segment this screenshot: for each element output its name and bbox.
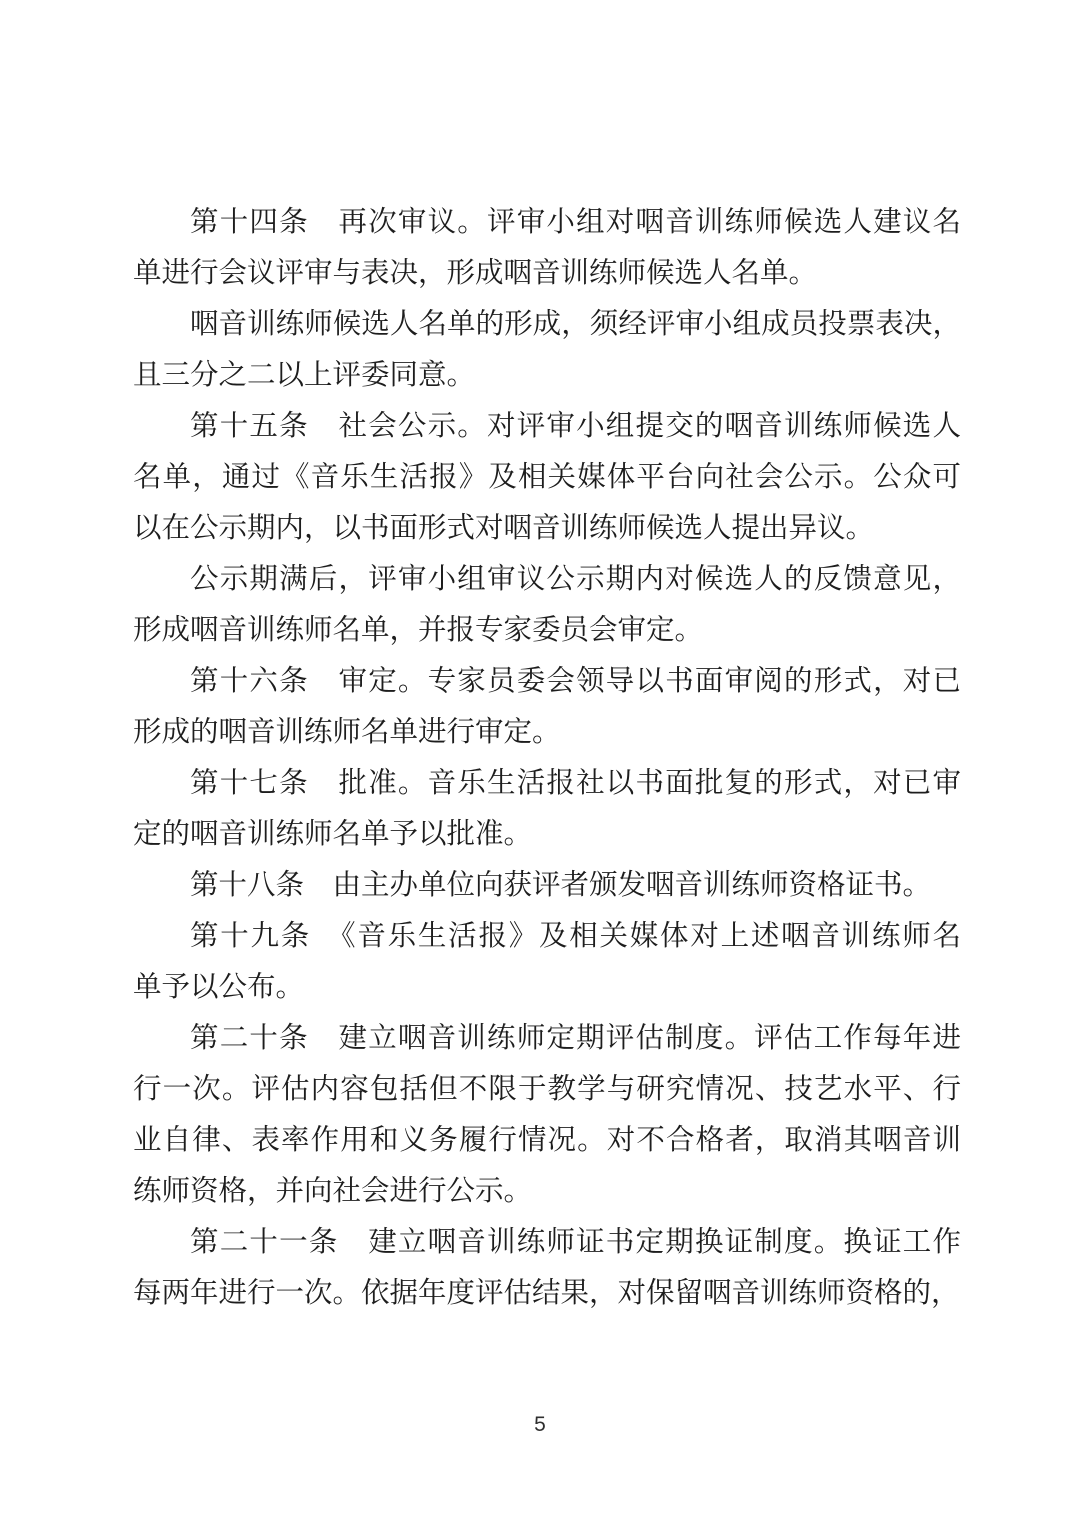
text-line: 且三分之二以上评委同意。 — [133, 360, 476, 391]
text-line: 第十六条 审定。专家员委会领导以书面审阅的形式，对已 — [190, 666, 961, 697]
text-line: 行一次。评估内容包括但不限于教学与研究情况、技艺水平、行 — [133, 1074, 961, 1105]
text-line: 第二十一条 建立咽音训练师证书定期换证制度。换证工作 — [190, 1227, 961, 1258]
text-line: 第十七条 批准。音乐生活报社以书面批复的形式，对已审 — [190, 768, 961, 799]
text-line: 第十八条 由主办单位向获评者颁发咽音训练师资格证书。 — [190, 870, 932, 901]
text-line: 第二十条 建立咽音训练师定期评估制度。评估工作每年进 — [190, 1023, 961, 1054]
text-line: 单进行会议评审与表决，形成咽音训练师候选人名单。 — [133, 258, 818, 289]
text-line: 名单，通过《音乐生活报》及相关媒体平台向社会公示。公众可 — [133, 462, 961, 493]
text-line: 定的咽音训练师名单予以批准。 — [133, 819, 533, 850]
text-line: 形成的咽音训练师名单进行审定。 — [133, 717, 561, 748]
text-line: 第十五条 社会公示。对评审小组提交的咽音训练师候选人 — [190, 411, 961, 442]
text-line: 咽音训练师候选人名单的形成，须经评审小组成员投票表决， — [190, 309, 961, 340]
text-line: 以在公示期内，以书面形式对咽音训练师候选人提出异议。 — [133, 513, 875, 544]
text-line: 业自律、表率作用和义务履行情况。对不合格者，取消其咽音训 — [133, 1125, 961, 1156]
text-line: 单予以公布。 — [133, 972, 305, 1003]
text-line: 练师资格，并向社会进行公示。 — [133, 1176, 533, 1207]
page-number: 5 — [534, 1413, 546, 1436]
text-line: 形成咽音训练师名单，并报专家委员会审定。 — [133, 615, 704, 646]
text-line: 公示期满后，评审小组审议公示期内对候选人的反馈意见， — [190, 564, 961, 595]
text-line: 每两年进行一次。依据年度评估结果，对保留咽音训练师资格的， — [133, 1278, 960, 1309]
text-line: 第十九条 《音乐生活报》及相关媒体对上述咽音训练师名 — [190, 921, 961, 952]
text-line: 第十四条 再次审议。评审小组对咽音训练师候选人建议名 — [190, 207, 961, 238]
document-body — [133, 197, 961, 1319]
